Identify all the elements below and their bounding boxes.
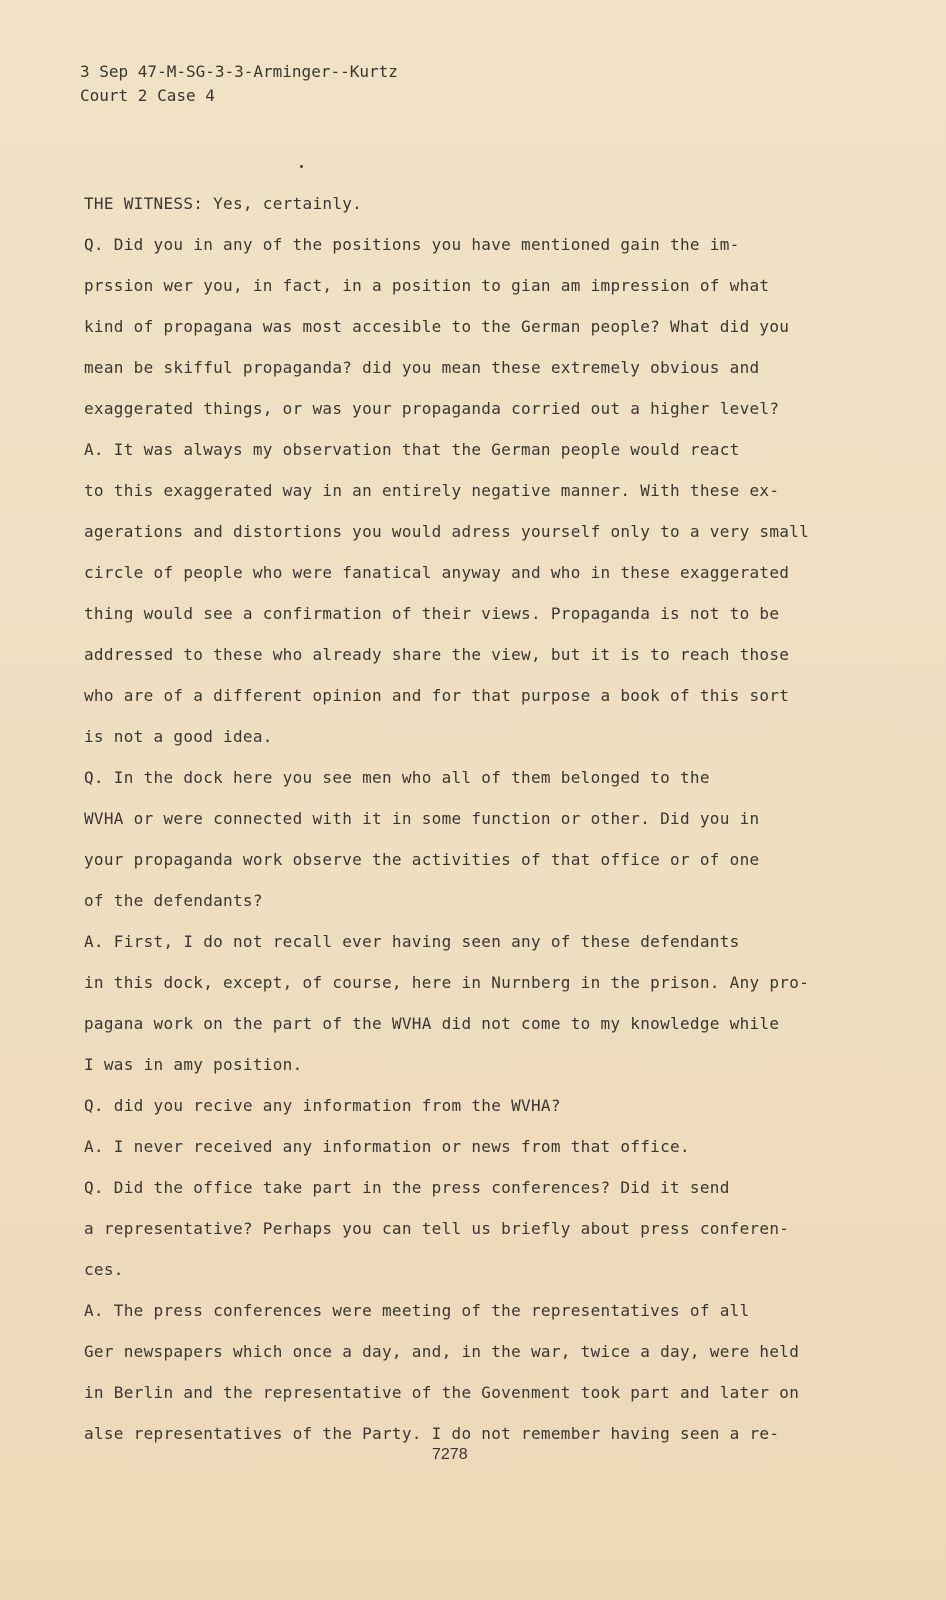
transcript-body [84, 183, 854, 1454]
transcript-line: WVHA or were connected with it in some function or other. Did you in [84, 809, 760, 828]
page-number: 7278 [432, 1446, 468, 1463]
transcript-line: Q. did you recive any information from the WVHA? [84, 1096, 561, 1115]
transcript-line: A. I never received any information or news from that office. [84, 1137, 690, 1156]
transcript-line: Ger newspapers which once a day, and, in the war, twice a day, were held [84, 1342, 800, 1361]
transcript-line: mean be skifful propaganda? did you mean these extremely obvious and [84, 358, 760, 377]
transcript-line: in Berlin and the representative of the Govenment took part and later on [84, 1383, 800, 1402]
transcript-line: addressed to these who already share the view, but it is to reach those [84, 645, 790, 664]
transcript-line: A. It was always my observation that the German people would react [84, 440, 740, 459]
transcript-line: Q. Did you in any of the positions you have mentioned gain the im- [84, 235, 740, 254]
transcript-line: alse representatives of the Party. I do not remember having seen a re- [84, 1424, 780, 1443]
transcript-line: kind of propagana was most accesible to the German people? What did you [84, 317, 790, 336]
transcript-line: ces. [84, 1260, 124, 1279]
transcript-line: Q. Did the office take part in the press conferences? Did it send [84, 1178, 730, 1197]
transcript-line: circle of people who were fanatical anyway and who in these exaggerated [84, 563, 790, 582]
transcript-line: thing would see a confirmation of their views. Propaganda is not to be [84, 604, 780, 623]
transcript-line: THE WITNESS: Yes, certainly. [84, 194, 363, 213]
transcript-line: agerations and distortions you would adress yourself only to a very small [84, 522, 810, 541]
ink-speck [300, 165, 303, 168]
transcript-line: Q. In the dock here you see men who all of them belonged to the [84, 768, 710, 787]
transcript-line: exaggerated things, or was your propaganda corried out a higher level? [84, 399, 780, 418]
transcript-line: A. First, I do not recall ever having seen any of these defendants [84, 932, 740, 951]
header-court-case: Court 2 Case 4 [80, 86, 215, 105]
transcript-line: of the defendants? [84, 891, 263, 910]
transcript-line: I was in amy position. [84, 1055, 303, 1074]
header-reference: 3 Sep 47-M-SG-3-3-Arminger--Kurtz [80, 62, 398, 81]
transcript-line: in this dock, except, of course, here in Nurnberg in the prison. Any pro- [84, 973, 810, 992]
transcript-line: your propaganda work observe the activities of that office or of one [84, 850, 760, 869]
transcript-line: to this exaggerated way in an entirely negative manner. With these ex- [84, 481, 780, 500]
document-header [80, 60, 398, 108]
transcript-line: is not a good idea. [84, 727, 273, 746]
transcript-line: A. The press conferences were meeting of the representatives of all [84, 1301, 750, 1320]
transcript-line: a representative? Perhaps you can tell us briefly about press conferen- [84, 1219, 790, 1238]
transcript-line: pagana work on the part of the WVHA did not come to my knowledge while [84, 1014, 780, 1033]
transcript-line: who are of a different opinion and for that purpose a book of this sort [84, 686, 790, 705]
transcript-line: prssion wer you, in fact, in a position to gian am impression of what [84, 276, 770, 295]
